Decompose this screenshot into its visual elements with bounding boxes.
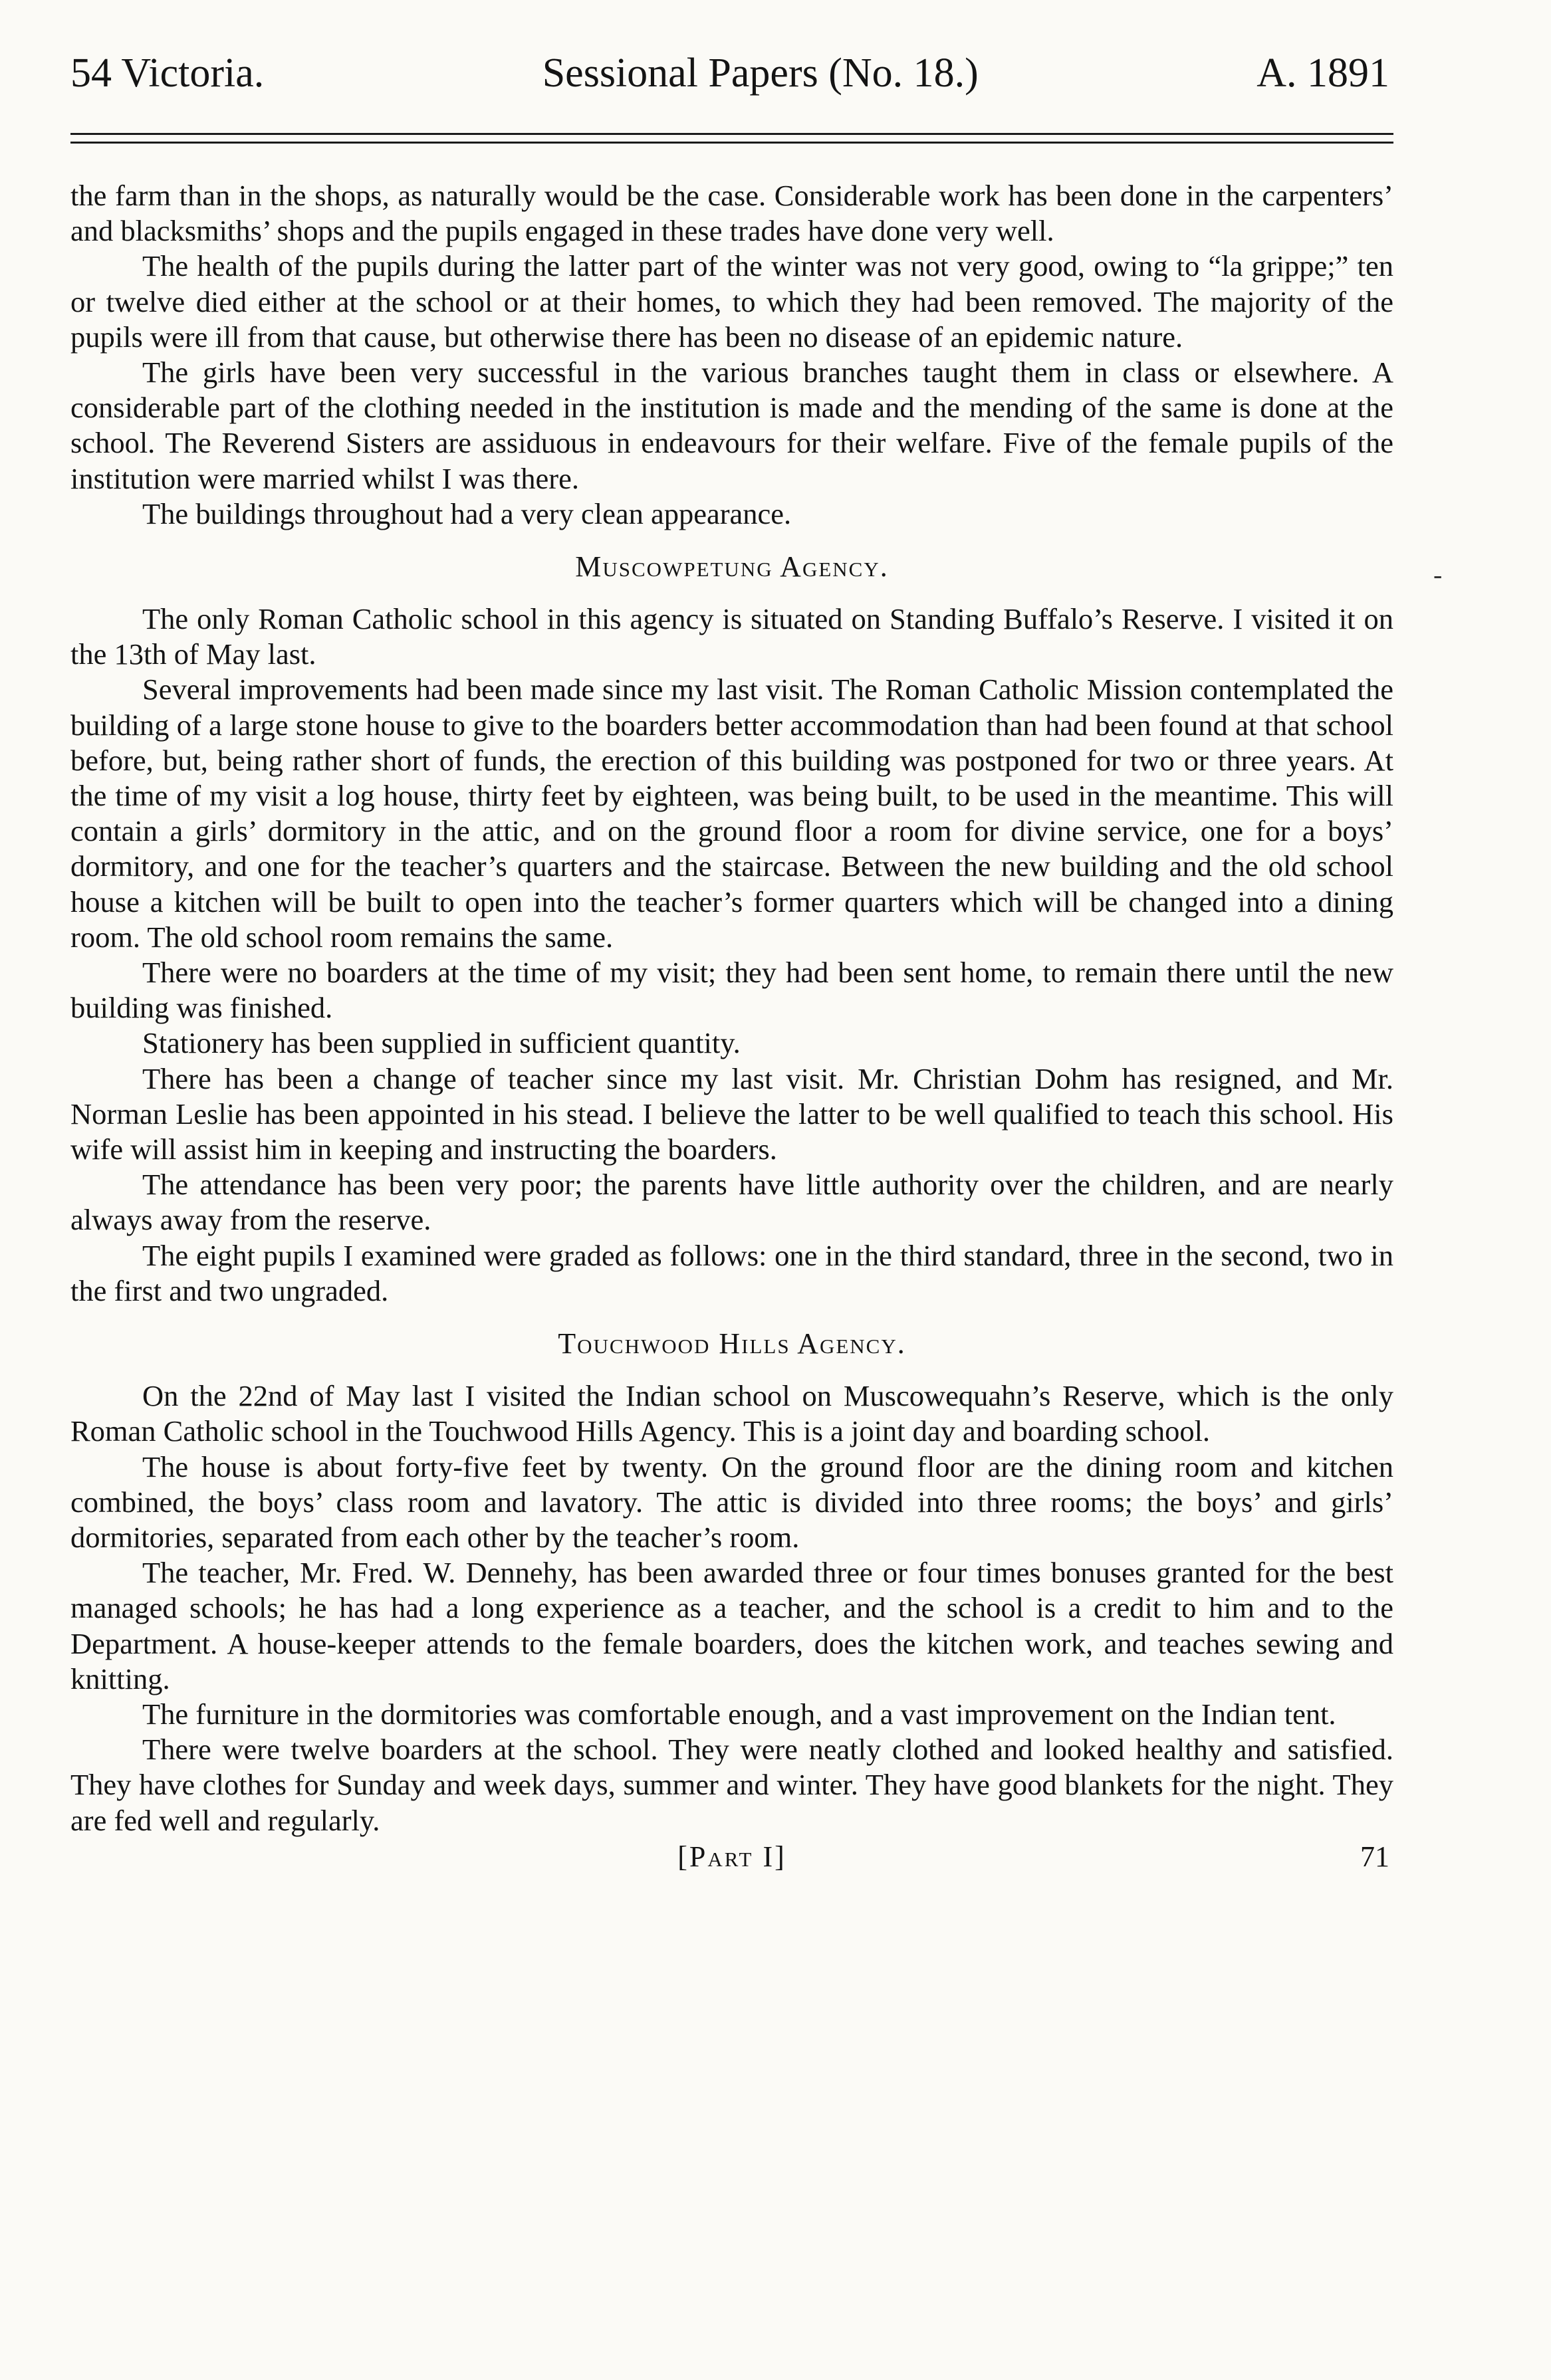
paragraph: The buildings throughout had a very clean appearance.	[142, 496, 792, 530]
section-heading-muscowpetung-agency: Muscowpetung Agency.	[575, 550, 889, 584]
paragraph: Stationery has been supplied in sufficient quantity.	[142, 1026, 741, 1060]
document-page	[70, 47, 1393, 1876]
paragraph: Several improvements had been made since my last visit. The Roman Catholic Mission contemplated the building of a large stone house to give to the boarders better accommodation than had been found at that school before, but, being rather short of funds, the erection of this building was postponed for two or three years. At the time of my visit a log house, thirty feet by eighteen, was being built, to be used in the meantime. This will contain a girls’ dormitory in the attic, and on the ground floor a room for divine service, one for a boys’ dormitory, and one for the teacher’s quarters and the staircase. Between the new building and the old school house a kitchen will be built to open into the teacher’s former quarters which will be changed into a dining room. The old school room remains the same.	[70, 673, 1393, 954]
paragraph: The eight pupils I examined were graded as follows: one in the third standard, three in the second, two in the first and two ungraded.	[70, 1238, 1393, 1307]
paragraph: The house is about forty-five feet by twenty. On the ground floor are the dining room and kitchen combined, the boys’ class room and lavatory. The attic is divided into three rooms; the boys’ and girls’ dormitories, separated from each other by the teacher’s room.	[70, 1450, 1393, 1554]
header-rule-bottom	[70, 142, 1393, 144]
paragraph: There were no boarders at the time of my visit; they had been sent home, to remain there until the new building was finished.	[70, 956, 1393, 1025]
footer-part-label: [Part I]	[677, 1840, 786, 1873]
header-volume: 54 Victoria.	[70, 51, 265, 96]
paragraph: On the 22nd of May last I visited the Indian school on Muscowequahn’s Reserve, which is the only Roman Catholic school in the Touchwood Hills Agency. This is a joint day and boarding school.	[70, 1379, 1393, 1448]
page-footer	[70, 1838, 1393, 1876]
paragraph: There has been a change of teacher since my last visit. Mr. Christian Dohm has resigned, and Mr. Norman Leslie has been appointed in his stead. I believe the latter to be well qualified to teach this school. His wife will assist him in keeping and instructing the boarders.	[70, 1061, 1393, 1166]
paragraph: The health of the pupils during the latter part of the winter was not very good, owing to “la grippe;” ten or twelve died either at the school or at their homes, to which they had been removed. The majority of the pupils were ill from that cause, but otherwise there has been no disease of an epidemic nature.	[70, 249, 1393, 354]
header-rule-top	[70, 133, 1393, 135]
report-body	[70, 178, 1393, 1838]
header-title: Sessional Papers (No. 18.)	[542, 51, 979, 96]
margin-mark: -	[1433, 560, 1443, 590]
paragraph: the farm than in the shops, as naturally would be the case. Considerable work has been done in the carpenters’ and blacksmiths’ shops and the pupils engaged in these trades have done very well.	[70, 179, 1393, 248]
section-heading-touchwood-hills-agency: Touchwood Hills Agency.	[558, 1327, 906, 1360]
page-number: 71	[1360, 1840, 1389, 1873]
paragraph: The teacher, Mr. Fred. W. Dennehy, has been awarded three or four times bonuses granted for the best managed schools; he has had a long experience as a teacher, and the school is a credit to him and to the Department. A house-keeper attends to the female boarders, does the kitchen work, and teaches sewing and knitting.	[70, 1556, 1393, 1695]
paragraph: The attendance has been very poor; the parents have little authority over the children, and are nearly always away from the reserve.	[70, 1168, 1393, 1237]
paragraph: There were twelve boarders at the school. They were neatly clothed and looked healthy and satisfied. They have clothes for Sunday and week days, summer and winter. They have good blankets for the night. They are fed well and regularly.	[70, 1733, 1393, 1837]
paragraph: The only Roman Catholic school in this agency is situated on Standing Buffalo’s Reserve. I visited it on the 13th of May last.	[70, 602, 1393, 671]
paragraph: The girls have been very successful in the various branches taught them in class or elsewhere. A considerable part of the clothing needed in the institution is made and the mending of the same is done at the school. The Reverend Sisters are assiduous in endeavours for their welfare. Five of the female pupils of the institution were married whilst I was there.	[70, 356, 1393, 495]
header-year: A. 1891	[1256, 51, 1389, 96]
header-double-rule	[70, 133, 1393, 144]
running-header	[70, 47, 1393, 100]
paragraph: The furniture in the dormitories was comfortable enough, and a vast improvement on the Indian tent.	[142, 1697, 1336, 1731]
